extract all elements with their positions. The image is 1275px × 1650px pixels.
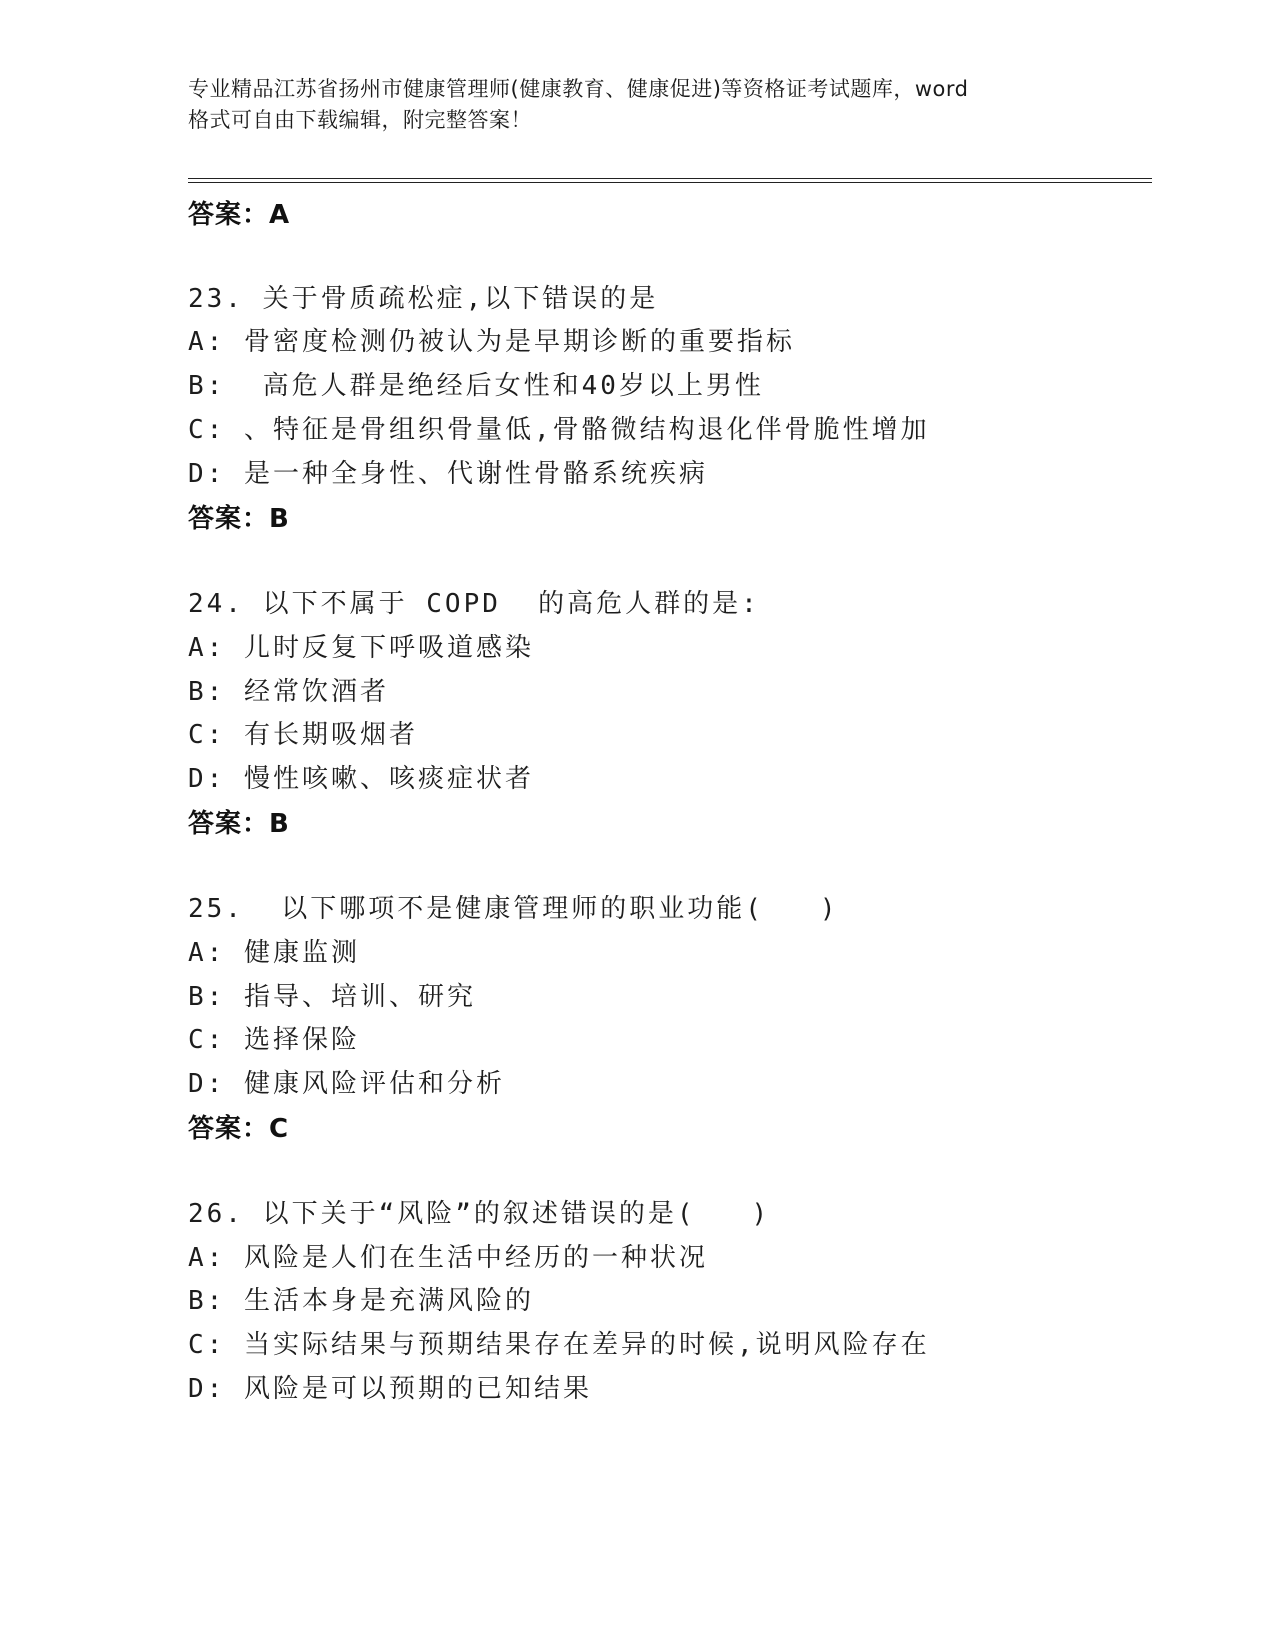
question-24-answer: 答案：B bbox=[188, 809, 290, 839]
header-line-1: 专业精品江苏省扬州市健康管理师(健康教育、健康促进)等资格证考试题库，word bbox=[188, 77, 969, 101]
question-24-option-c: C: 有长期吸烟者 bbox=[188, 720, 418, 750]
question-26-stem: 26. 以下关于“风险”的叙述错误的是( ) bbox=[188, 1199, 771, 1229]
question-26-option-c: C: 当实际结果与预期结果存在差异的时候,说明风险存在 bbox=[188, 1330, 930, 1360]
question-23-answer: 答案：B bbox=[188, 504, 290, 534]
document-header bbox=[188, 74, 1088, 136]
question-23-stem: 23. 关于骨质疏松症,以下错误的是 bbox=[188, 284, 659, 314]
question-24-option-a: A: 儿时反复下呼吸道感染 bbox=[188, 633, 534, 663]
question-25-option-a: A: 健康监测 bbox=[188, 938, 360, 968]
header-divider-top bbox=[188, 178, 1152, 179]
question-25-option-b: B: 指导、培训、研究 bbox=[188, 982, 476, 1012]
question-26-option-a: A: 风险是人们在生活中经历的一种状况 bbox=[188, 1243, 708, 1273]
question-23-option-c: C: 、特征是骨组织骨量低,骨骼微结构退化伴骨脆性增加 bbox=[188, 415, 930, 445]
header-line-2: 格式可自由下载编辑，附完整答案！ bbox=[188, 108, 532, 132]
question-24-stem: 24. 以下不属于 COPD 的高危人群的是: bbox=[188, 589, 760, 619]
answer-prev: 答案：A bbox=[188, 200, 291, 230]
question-25-option-c: C: 选择保险 bbox=[188, 1025, 360, 1055]
question-26-option-b: B: 生活本身是充满风险的 bbox=[188, 1286, 534, 1316]
question-26-option-d: D: 风险是可以预期的已知结果 bbox=[188, 1374, 592, 1404]
question-25-answer: 答案：C bbox=[188, 1114, 290, 1144]
question-23-option-d: D: 是一种全身性、代谢性骨骼系统疾病 bbox=[188, 459, 708, 489]
question-24-option-d: D: 慢性咳嗽、咳痰症状者 bbox=[188, 764, 534, 794]
question-24-option-b: B: 经常饮酒者 bbox=[188, 677, 389, 707]
question-25-option-d: D: 健康风险评估和分析 bbox=[188, 1069, 505, 1099]
question-23-option-a: A: 骨密度检测仍被认为是早期诊断的重要指标 bbox=[188, 327, 795, 357]
question-23-option-b: B: 高危人群是绝经后女性和40岁以上男性 bbox=[188, 371, 764, 401]
header-divider-bottom bbox=[188, 182, 1152, 183]
question-25-stem: 25. 以下哪项不是健康管理师的职业功能( ) bbox=[188, 894, 839, 924]
